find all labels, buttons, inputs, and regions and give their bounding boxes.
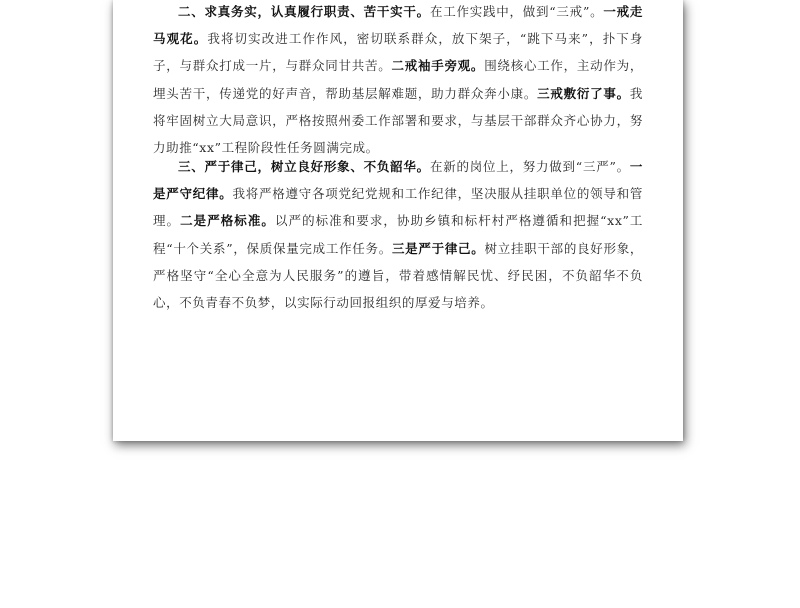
section-3-text-1: 在新的岗位上，努力做到“三严”。 bbox=[429, 159, 630, 174]
section-3-paragraph bbox=[153, 153, 643, 316]
section-2-text-3: 围绕核心工作，主动作为，埋头苦干，传递党的好声音，帮助基层解难题，助力群众奔小康。 bbox=[153, 58, 644, 101]
section-2-bold-2: 二戒袖手旁观。 bbox=[391, 58, 485, 74]
section-3-bold-2: 二是严格标准。 bbox=[180, 213, 275, 229]
section-2-bold-1: 一戒走马观花。 bbox=[153, 4, 643, 47]
section-3-heading: 三、严于律己，树立良好形象、不负韶华。 bbox=[178, 159, 430, 174]
section-3-text-3: 以严的标准和要求，协助乡镇和标杆村严格遵循和把握“xx”工程“十个关系”，保质保量完成工作任务。 bbox=[153, 213, 644, 256]
section-3-text-4: 树立挂职干部的良好形象，严格坚守“全心全意为人民服务”的遵旨，带着感情解民忧、纾民困，不负韶华不负心，不负青春不负梦，以实际行动回报组织的厚爱与培养。 bbox=[153, 240, 644, 311]
section-2-text-1: 在工作实践中，做到“三戒”。 bbox=[429, 4, 604, 19]
section-2-heading: 二、求真务实，认真履行职责、苦干实干。 bbox=[178, 4, 430, 19]
section-3-bold-3: 三是严于律己。 bbox=[391, 240, 485, 256]
section-3-text-2: 我将严格遵守各项党纪党规和工作纪律，坚决服从挂职单位的领导和管理。 bbox=[153, 186, 643, 229]
document-page bbox=[113, 0, 683, 441]
section-2-paragraph bbox=[153, 0, 643, 161]
section-3-bold-1: 一是严守纪律。 bbox=[153, 159, 643, 202]
section-2-bold-3: 三戒敷衍了事。 bbox=[537, 85, 630, 101]
section-2-text-4: 我将牢固树立大局意识，严格按照州委工作部署和要求，与基层干部群众齐心协力，努力助推“xx”工程阶段性任务圆满完成。 bbox=[153, 85, 643, 156]
section-2-text-2: 我将切实改进工作作风，密切联系群众，放下架子，“跳下马来”，扑下身子，与群众打成一片，与群众同甘共苦。 bbox=[153, 31, 643, 74]
